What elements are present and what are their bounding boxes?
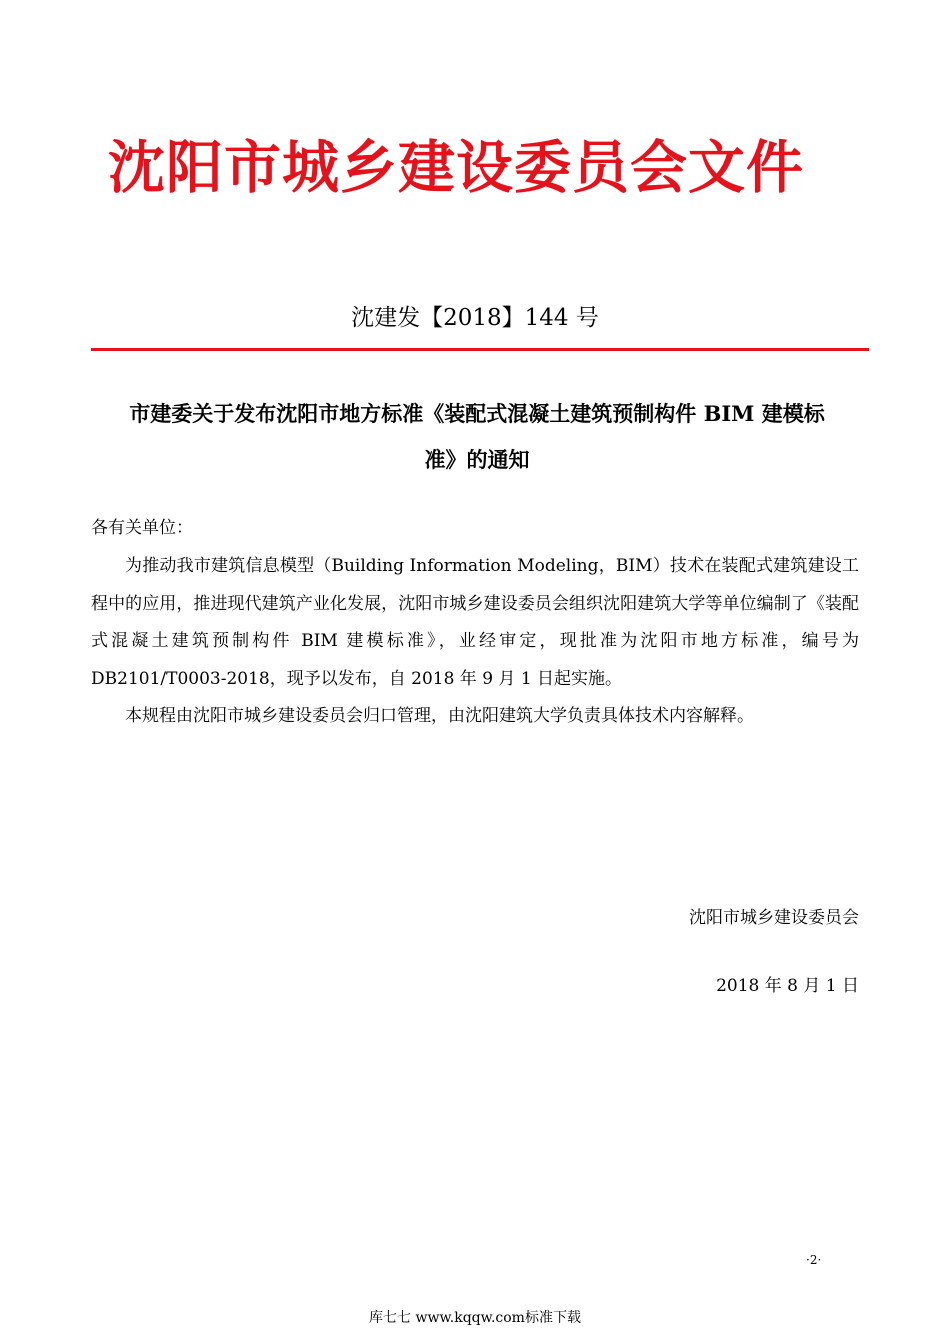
document-number: 沈建发【2018】144 号 [351, 305, 599, 331]
page-number: ·2· [806, 1253, 822, 1267]
notice-title [91, 391, 863, 483]
signature-date: 2018 年 8 月 1 日 [716, 976, 859, 996]
issuer-title: 沈阳市城乡建设委员会文件 [108, 135, 804, 201]
notice-title-line-1: 市建委关于发布沈阳市地方标准《装配式混凝土建筑预制构件 BIM 建模标 [129, 401, 825, 426]
body-paragraph-2: 本规程由沈阳市城乡建设委员会归口管理，由沈阳建筑大学负责具体技术内容解释。 [125, 706, 754, 726]
signature: 沈阳市城乡建设委员会 [689, 908, 859, 928]
notice-title-line-2: 准》的通知 [424, 447, 530, 472]
body-paragraph-1: 为推动我市建筑信息模型（Building Information Modeling，BIM）技术在装配式建筑建设工程中的应用，推进现代建筑产业化发展，沈阳市城乡建设委员会组织沈阳建筑大学等单位编制了《装配式混凝土建筑预制构件 BIM 建模标准》，业经审定，现批准为沈阳市地方标准，编号为 DB2101/T0003-2018，现予以发布，自 2018 年 9 月 1 日起实施。 [91, 556, 859, 689]
footer-source: 库七七 www.kqqw.com标准下载 [369, 1310, 581, 1326]
salutation: 各有关单位： [91, 518, 193, 538]
red-divider [91, 348, 869, 351]
